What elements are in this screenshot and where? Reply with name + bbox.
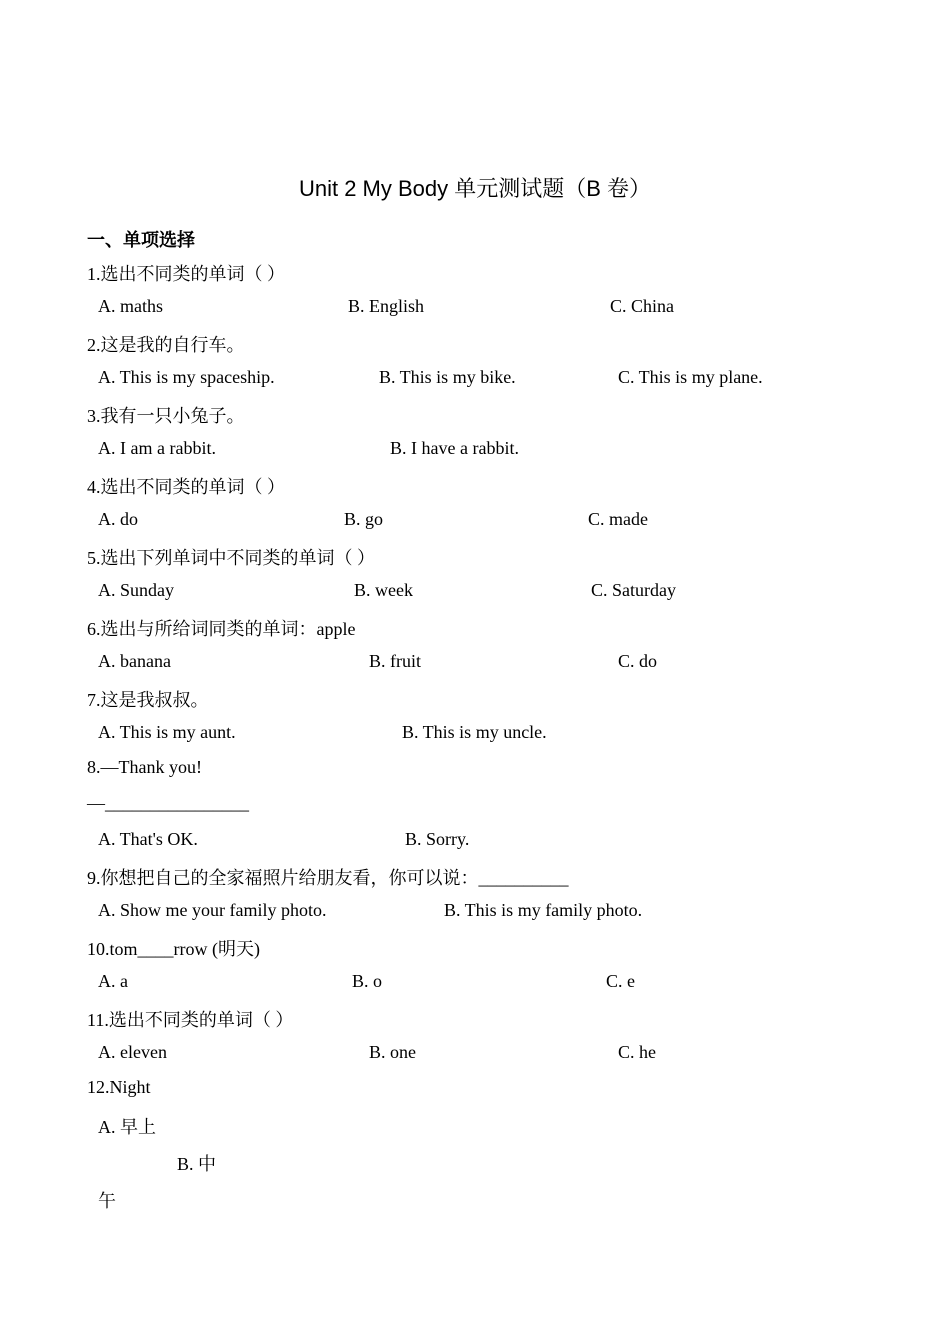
q9-option-a[interactable]: A. Show me your family photo. xyxy=(98,900,327,920)
q1-option-a[interactable]: A. maths xyxy=(98,296,163,316)
question-2: 2.这是我的自行车。 xyxy=(87,335,245,355)
q10-option-b[interactable]: B. o xyxy=(352,971,383,991)
q8-answer-blank[interactable]: —________________ xyxy=(87,793,249,813)
q2-option-c[interactable]: C. This is my plane. xyxy=(618,367,763,387)
q4-option-c[interactable]: C. made xyxy=(588,509,648,529)
question-1: 1.选出不同类的单词（ ） xyxy=(87,264,285,284)
q2-option-b[interactable]: B. This is my bike. xyxy=(379,367,516,387)
q9-option-b[interactable]: B. This is my family photo. xyxy=(444,900,643,920)
question-4: 4.选出不同类的单词（ ） xyxy=(87,477,285,497)
question-6: 6.选出与所给词同类的单词：apple xyxy=(87,619,356,639)
question-8: 8.—Thank you! xyxy=(87,757,202,777)
q6-option-c[interactable]: C. do xyxy=(618,651,658,671)
q10-option-c[interactable]: C. e xyxy=(606,971,635,991)
q11-option-a[interactable]: A. eleven xyxy=(98,1042,167,1062)
question-3: 3.我有一只小兔子。 xyxy=(87,406,245,426)
q3-option-a[interactable]: A. I am a rabbit. xyxy=(98,438,216,458)
section-heading: 一、单项选择 xyxy=(87,230,195,250)
question-9: 9.你想把自己的全家福照片给朋友看，你可以说：__________ xyxy=(87,868,569,888)
q2-option-a[interactable]: A. This is my spaceship. xyxy=(98,367,275,387)
page-title: Unit 2 My Body 单元测试题（B 卷） xyxy=(298,176,652,201)
q1-option-c[interactable]: C. China xyxy=(610,296,675,316)
q8-option-a[interactable]: A. That's OK. xyxy=(98,829,198,849)
q5-option-b[interactable]: B. week xyxy=(354,580,413,600)
question-7: 7.这是我叔叔。 xyxy=(87,690,209,710)
question-10: 10.tom____rrow (明天) xyxy=(87,939,260,959)
q1-option-b[interactable]: B. English xyxy=(348,296,425,316)
question-12: 12.Night xyxy=(87,1077,151,1097)
q3-option-b[interactable]: B. I have a rabbit. xyxy=(390,438,519,458)
question-5: 5.选出下列单词中不同类的单词（ ） xyxy=(87,548,375,568)
q12-option-b-wrap: 午 xyxy=(98,1191,116,1211)
q5-option-a[interactable]: A. Sunday xyxy=(98,580,174,600)
question-11: 11.选出不同类的单词（ ） xyxy=(87,1010,294,1030)
q7-option-b[interactable]: B. This is my uncle. xyxy=(402,722,547,742)
q5-option-c[interactable]: C. Saturday xyxy=(591,580,676,600)
q11-option-b[interactable]: B. one xyxy=(369,1042,416,1062)
q12-option-b[interactable]: B. 中 xyxy=(177,1154,217,1174)
q6-option-b[interactable]: B. fruit xyxy=(369,651,421,671)
q10-option-a[interactable]: A. a xyxy=(98,971,128,991)
q11-option-c[interactable]: C. he xyxy=(618,1042,656,1062)
q6-option-a[interactable]: A. banana xyxy=(98,651,171,671)
q12-option-a[interactable]: A. 早上 xyxy=(98,1117,156,1137)
q4-option-a[interactable]: A. do xyxy=(98,509,138,529)
q7-option-a[interactable]: A. This is my aunt. xyxy=(98,722,236,742)
q4-option-b[interactable]: B. go xyxy=(344,509,384,529)
q8-option-b[interactable]: B. Sorry. xyxy=(405,829,470,849)
